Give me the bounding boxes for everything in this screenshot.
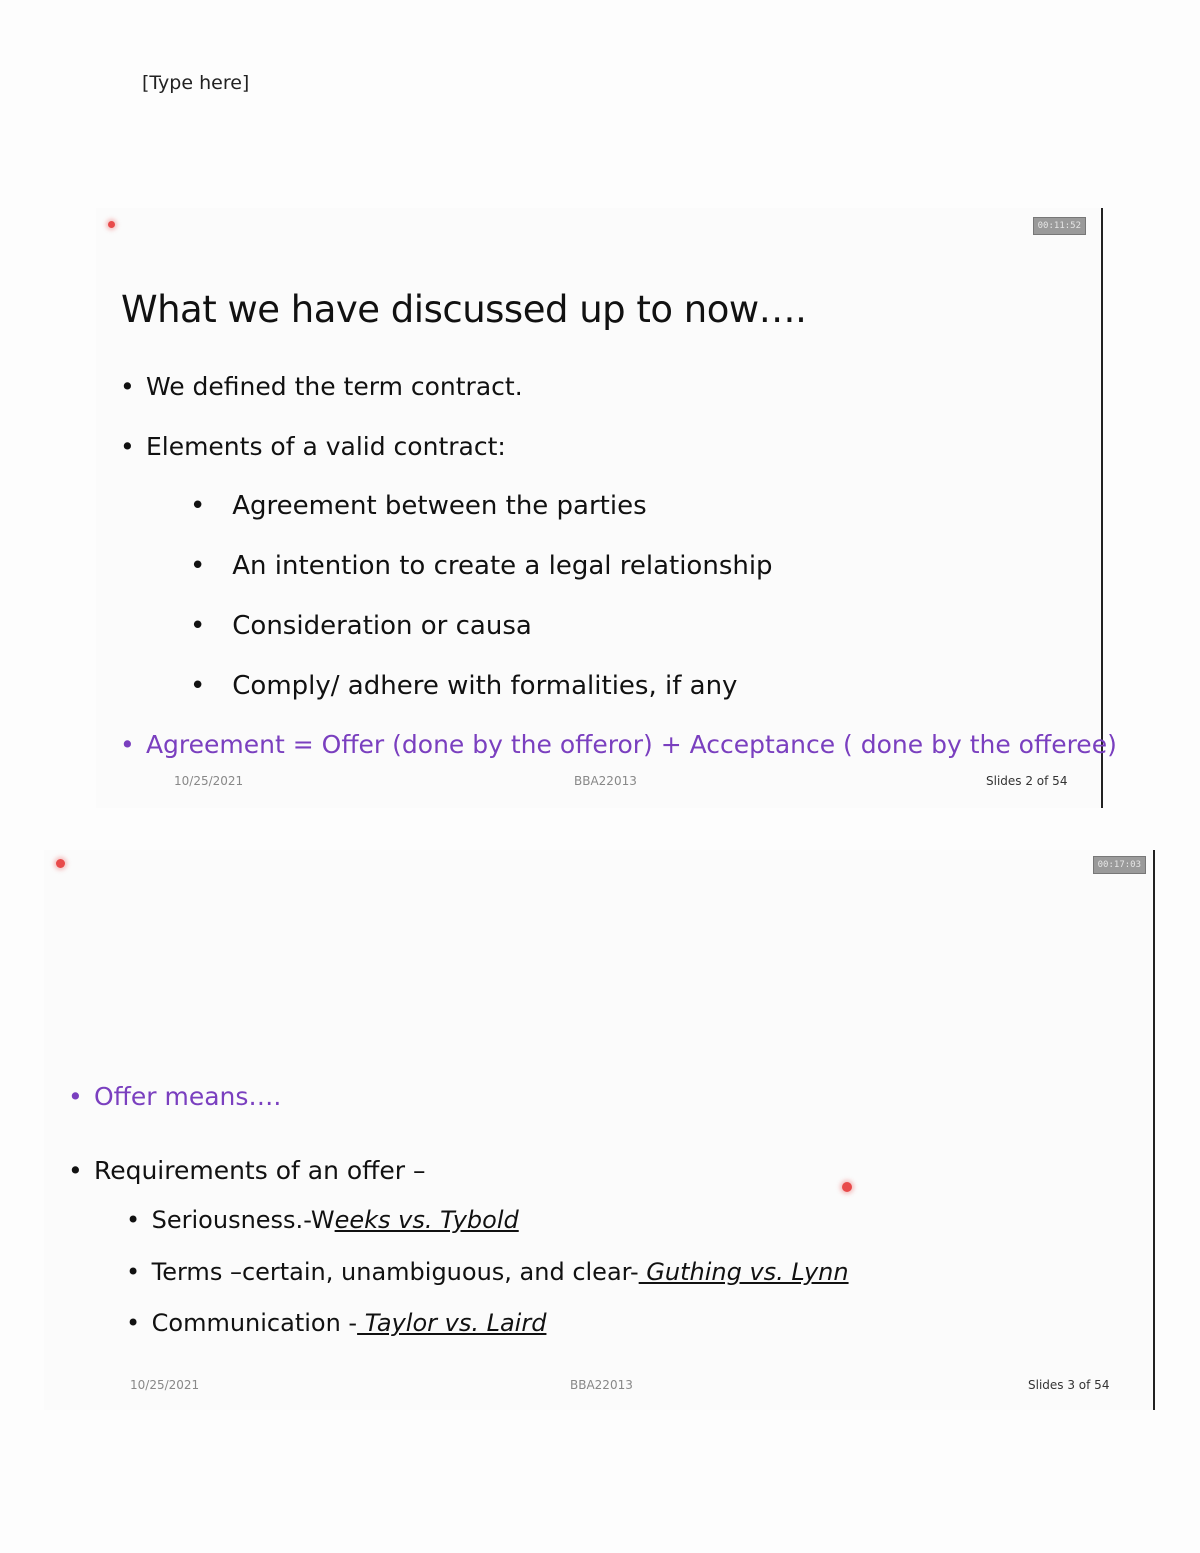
laser-pointer-icon [842, 1182, 852, 1192]
bullet-glyph: • [190, 551, 206, 581]
sub-bullet-text: Seriousness.-W [151, 1206, 335, 1234]
bullet-glyph: • [120, 730, 135, 759]
sub-bullet-item [190, 671, 737, 701]
bullet-item [120, 432, 506, 461]
footer-date: 10/25/2021 [174, 774, 244, 788]
recording-timer: 00:17:03 [1093, 856, 1146, 874]
pointer-dot-icon [56, 859, 65, 868]
sub-bullet-text: Comply/ adhere with formalities, if any [232, 671, 738, 701]
footer-date: 10/25/2021 [130, 1378, 200, 1392]
case-citation: Guthing vs. Lynn [638, 1258, 849, 1286]
sub-bullet-item [190, 551, 773, 581]
sub-bullet-text: An intention to create a legal relationship [232, 551, 773, 581]
slide-title: What we have discussed up to now…. [121, 288, 807, 331]
bullet-text: Requirements of an offer – [93, 1156, 426, 1185]
recording-timer: 00:11:52 [1033, 217, 1086, 235]
sub-bullet-text: Communication - [151, 1309, 358, 1337]
bullet-glyph: • [120, 372, 135, 401]
bullet-glyph: • [120, 432, 135, 461]
bullet-text: We defined the term contract. [145, 372, 523, 401]
bullet-glyph: • [126, 1206, 141, 1234]
slide-edge-line [1153, 850, 1155, 1410]
bullet-glyph: • [68, 1156, 83, 1185]
sub-bullet-text: Terms –certain, unambiguous, and clear- [151, 1258, 639, 1286]
agreement-formula [120, 730, 1117, 759]
bullet-glyph: • [190, 491, 206, 521]
header-placeholder: [Type here] [142, 72, 250, 94]
bullet-glyph: • [68, 1082, 83, 1111]
slide-2 [96, 208, 1117, 808]
bullet-glyph: • [190, 611, 206, 641]
slide-edge-line [1101, 208, 1103, 808]
footer-course: BBA22013 [570, 1378, 633, 1392]
sub-bullet-item [126, 1309, 546, 1337]
sub-bullet-item [126, 1206, 519, 1234]
bullet-text: Offer means…. [93, 1082, 282, 1111]
sub-bullet-text: Agreement between the parties [232, 491, 647, 521]
bullet-item [120, 372, 523, 401]
case-citation: Taylor vs. Laird [357, 1309, 547, 1337]
bullet-glyph: • [126, 1258, 141, 1286]
pointer-dot-icon [108, 221, 115, 228]
requirements-bullet [68, 1156, 425, 1185]
sub-bullet-item [190, 611, 532, 641]
bullet-glyph: • [190, 671, 206, 701]
case-citation: eeks vs. Tybold [334, 1206, 519, 1234]
footer-course: BBA22013 [574, 774, 637, 788]
offer-means-bullet [68, 1082, 281, 1111]
formula-text: Agreement = Offer (done by the offeror) + Acceptance ( done by the offeree) [145, 730, 1117, 759]
slide-3 [44, 850, 1152, 1410]
bullet-text: Elements of a valid contract: [145, 432, 506, 461]
sub-bullet-item [126, 1258, 849, 1286]
sub-bullet-item [190, 491, 647, 521]
footer-slide-number: Slides 2 of 54 [986, 774, 1068, 788]
sub-bullet-text: Consideration or causa [232, 611, 532, 641]
footer-slide-number: Slides 3 of 54 [1028, 1378, 1110, 1392]
bullet-glyph: • [126, 1309, 141, 1337]
